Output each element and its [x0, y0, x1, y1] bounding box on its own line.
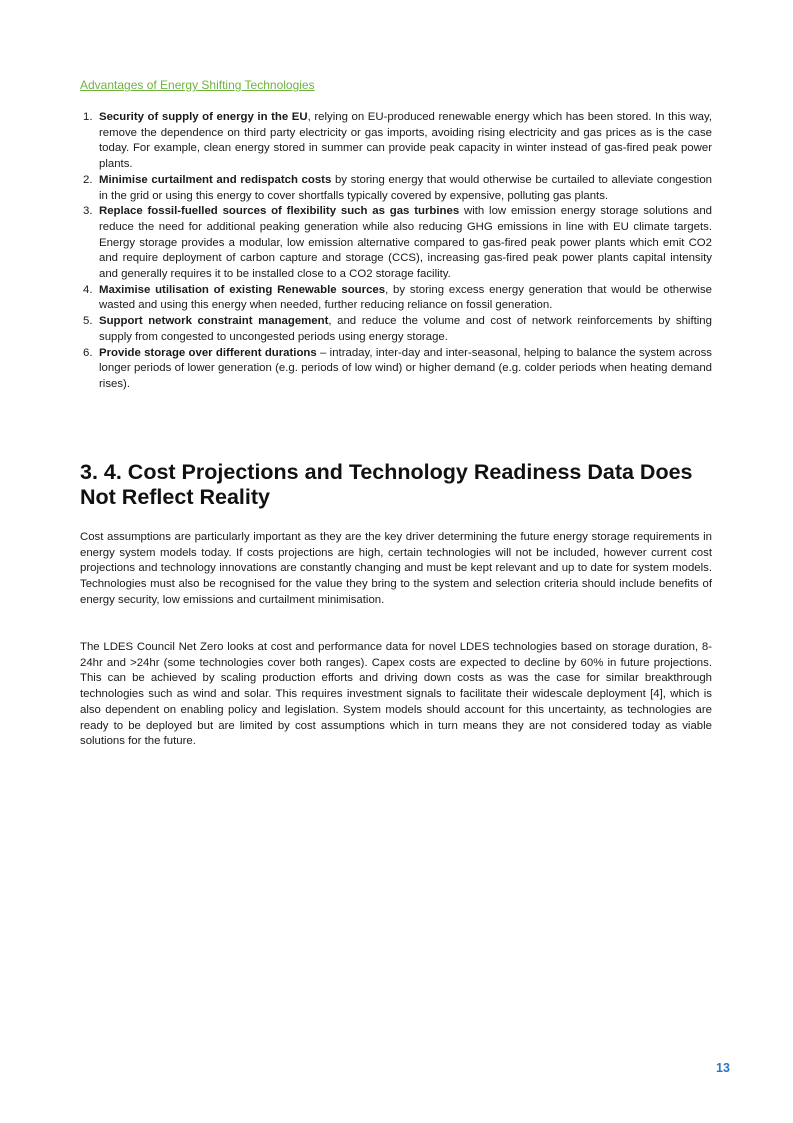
list-item [80, 314, 712, 345]
list-item-number: 2. [83, 173, 93, 186]
advantages-list [80, 110, 712, 393]
list-item-text: with low emission energy storage solutions and reduce the need for additional peaking generation while also reducing GHG emissions in line with EU climate targets. Energy storage provides a modular, low emission alternative compared to gas-fired peak power plants which emit CO2 and require deployment of carbon capture and storage (CCS), increasing gas-fired peak power plants capital intensity and generally requires it to be installed close to a CO2 storage facility. [99, 205, 712, 281]
list-item-lead: Support network constraint management [99, 315, 329, 328]
list-item [80, 204, 712, 283]
list-item-lead: Security of supply of energy in the EU [99, 111, 308, 123]
page-number: 13 [716, 1061, 730, 1075]
list-item [80, 110, 712, 173]
list-item-lead: Minimise curtailment and redispatch costs [99, 173, 332, 186]
list-item-lead: Provide storage over different durations [99, 346, 317, 359]
list-item-number: 1. [83, 111, 93, 123]
list-item-number: 3. [83, 205, 93, 218]
list-item-text: , relying on EU-produced renewable energy which has been stored. In this way, remove the dependence on third party electricity or gas imports, avoiding rising electricity and gas prices as is the case today. For example, clean energy stored in summer can provide peak capacity in winter instead of gas-fired peak power plants. [99, 111, 712, 171]
section-title: 3. 4. Cost Projections and Technology Readiness Data Does Not Reflect Reality [80, 460, 693, 509]
list-item-text: – intraday, inter-day and inter-seasonal, helping to balance the system across longer periods of lower generation (e.g. periods of low wind) or higher demand (e.g. colder periods when heating demand rises). [99, 346, 712, 390]
list-item-text: , by storing excess energy generation that would be otherwise wasted and using this energy when needed, further reducing reliance on fossil generation. [99, 283, 712, 312]
list-item-lead: Maximise utilisation of existing Renewable sources [99, 283, 386, 296]
list-item-text: , and reduce the volume and cost of network reinforcements by shifting supply from congested to uncongested periods using energy storage. [99, 315, 712, 343]
list-item-number: 4. [83, 283, 93, 296]
body-paragraph-cost-assumptions: Cost assumptions are particularly important as they are the key driver determining the future energy storage requirements in energy system models today. If costs projections are high, certain technologies will not be included, however current cost projections and technology innovations are constantly changing and must be kept relevant and up to date for system models. Technologies must also be recognised for the value they bring to the system and selection criteria should include benefits of energy security, low emissions and curtailment minimisation. [80, 531, 712, 606]
list-item [80, 283, 712, 314]
list-item-lead: Replace fossil-fuelled sources of flexibility such as gas turbines [99, 205, 460, 218]
list-item [80, 173, 712, 204]
list-item [80, 346, 712, 393]
list-item-text: by storing energy that would otherwise be curtailed to alleviate congestion in the grid or using this energy to cover shortfalls typically covered by expensive, polluting gas plants. [99, 173, 713, 202]
list-item-number: 5. [83, 315, 93, 328]
body-paragraph-ldes-council: The LDES Council Net Zero looks at cost and performance data for novel LDES technologies based on storage duration, 8-24hr and >24hr (some technologies cover both ranges). Capex costs are expected to decline by 60% in future projections. This can be achieved by scaling production efforts and driving down costs as was the case for similar breakthrough technologies such as wind and solar. This requires investment signals to facilitate their widescale deployment [4], which is also dependent on enabling policy and legislation. System models should account for this uncertainty, as technologies are ready to be deployed but are limited by cost assumptions which in turn means they are not considered today as viable solutions for the future. [80, 641, 712, 748]
section-heading-link[interactable]: Advantages of Energy Shifting Technologies [80, 78, 315, 92]
list-item-number: 6. [83, 346, 93, 359]
